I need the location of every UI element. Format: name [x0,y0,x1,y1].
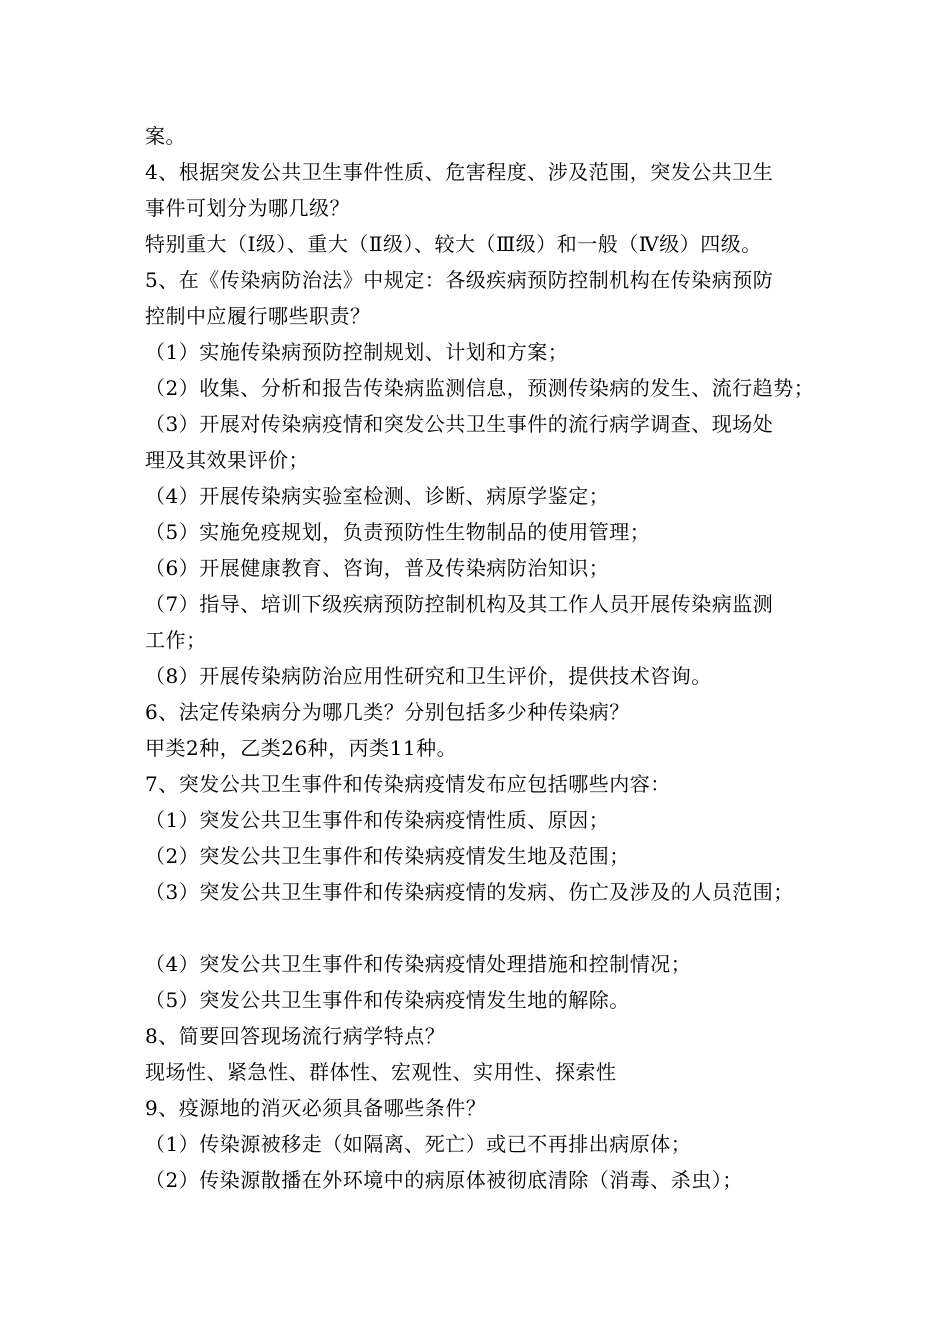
answer-7-item-5: （5）突发公共卫生事件和传染病疫情发生地的解除。 [145,988,630,1012]
answer-5-item-8: （8）开展传染病防治应用性研究和卫生评价，提供技术咨询。 [145,664,712,688]
answer-7-item-1: （1）突发公共卫生事件和传染病疫情性质、原因； [145,808,610,832]
question-8: 8、简要回答现场流行病学特点？ [145,1024,446,1048]
answer-5-item-7-line-2: 工作； [145,628,207,652]
document-body [145,118,825,1198]
question-6: 6、法定传染病分为哪几类？分别包括多少种传染病？ [145,700,630,724]
answer-7-item-3: （3）突发公共卫生事件和传染病疫情的发病、伤亡及涉及的人员范围； [145,880,794,904]
question-4-line-1: 4、根据突发公共卫生事件性质、危害程度、涉及范围，突发公共卫生 [145,160,774,184]
answer-5-item-6: （6）开展健康教育、咨询，普及传染病防治知识； [145,556,610,580]
question-4-line-2: 事件可划分为哪几级？ [145,196,350,220]
answer-5-item-4: （4）开展传染病实验室检测、诊断、病原学鉴定； [145,484,610,508]
answer-8: 现场性、紧急性、群体性、宏观性、实用性、探索性 [145,1060,617,1084]
question-7: 7、突发公共卫生事件和传染病疫情发布应包括哪些内容： [145,772,671,796]
answer-9-item-2: （2）传染源散播在外环境中的病原体被彻底清除（消毒、杀虫）； [145,1168,743,1192]
question-5-line-2: 控制中应履行哪些职责？ [145,304,371,328]
answer-5-item-2: （2）收集、分析和报告传染病监测信息，预测传染病的发生、流行趋势； [145,376,815,400]
text-line: 案。 [145,124,186,148]
answer-5-item-7-line-1: （7）指导、培训下级疾病预防控制机构及其工作人员开展传染病监测 [145,592,774,616]
answer-5-item-1: （1）实施传染病预防控制规划、计划和方案； [145,340,569,364]
answer-7-item-2: （2）突发公共卫生事件和传染病疫情发生地及范围； [145,844,630,868]
question-9: 9、疫源地的消灭必须具备哪些条件？ [145,1096,487,1120]
answer-4: 特别重大（Ⅰ级）、重大（Ⅱ级）、较大（Ⅲ级）和一般（Ⅳ级）四级。 [145,232,762,256]
answer-6: 甲类2种，乙类26种，丙类11种。 [145,736,458,760]
blank-line [145,910,825,946]
answer-5-item-3-line-1: （3）开展对传染病疫情和突发公共卫生事件的流行病学调查、现场处 [145,412,774,436]
answer-7-item-4: （4）突发公共卫生事件和传染病疫情处理措施和控制情况； [145,952,692,976]
answer-9-item-1: （1）传染源被移走（如隔离、死亡）或已不再排出病原体； [145,1132,692,1156]
answer-5-item-5: （5）实施免疫规划，负责预防性生物制品的使用管理； [145,520,651,544]
answer-5-item-3-line-2: 理及其效果评价； [145,448,309,472]
question-5-line-1: 5、在《传染病防治法》中规定：各级疾病预防控制机构在传染病预防 [145,268,774,292]
